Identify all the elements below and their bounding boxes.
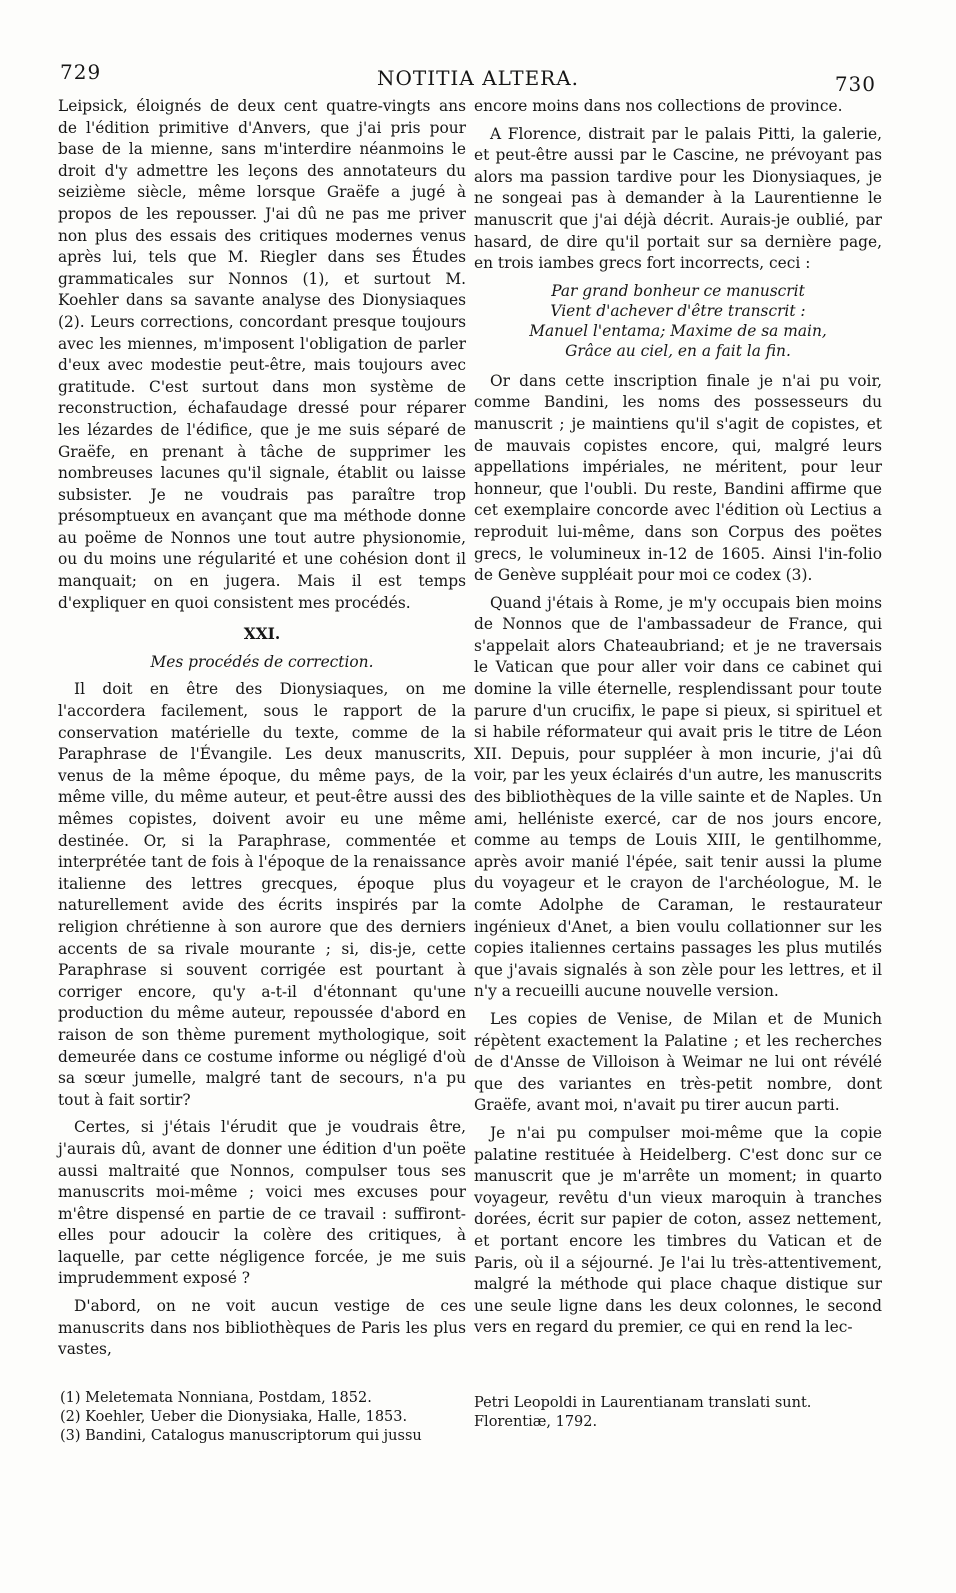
footnote: (2) Koehler, Ueber die Dionysiaka, Halle, 1853. [60,1409,408,1425]
left-column [58,96,466,1367]
page-number-left: 729 [60,60,102,84]
footnote: (1) Meletemata Nonniana, Postdam, 1852. [60,1390,372,1406]
paragraph: Je n'ai pu compulser moi-même que la copie palatine restituée à Heidelberg. C'est donc sur ce manuscrit que je m'arrête un moment; in quarto voyageur, revêtu d'un vieux maroquin à tranches dorées, écrit sur papier de coton, assez nettement, et portant encore les timbres du Vatican et de Paris, où il a séjourné. Je l'ai lu très-attentivement, malgré la méthode qui place chaque distique sur une seule ligne dans les deux colonnes, le second vers en regard du premier, ce qui en rend la lec- [474,1123,882,1337]
paragraph: Quand j'étais à Rome, je m'y occupais bien moins de Nonnos que de l'ambassadeur de France, qui s'appelait alors Chateaubriand; et je ne traversais le Vatican que pour aller voir dans ce cabinet qui domine la ville éternelle, resplendissant pour toute parure d'un crucifix, le pape si pieux, si spirituel et si habile réformateur qui avait pris le titre de Léon XII. Depuis, pour suppléer à mon incurie, j'ai dû voir, par les yeux éclairés d'un autre, les manuscrits des bibliothèques de la ville sainte et de Naples. Un ami, helléniste exercé, car de nos jours encore, comme au temps de Louis XIII, le gentilhomme, après avoir manié l'épée, sait tenir aussi la plume du voyageur et le crayon de l'archéologue, M. le comte Adolphe de Caraman, le restaurateur ingénieux d'Anet, a bien voulu collationner sur les copies italiennes certains passages les plus mutilés que j'avais signalés à son zèle pour les lettres, et il n'y a recueilli aucune nouvelle version. [474,593,882,1001]
verse-line: Par grand bonheur ce manuscrit [551,281,805,300]
paragraph: D'abord, on ne voit aucun vestige de ces manuscrits dans nos bibliothèques de Paris les plus vastes, [58,1297,466,1359]
paragraph: Certes, si j'étais l'érudit que je voudrais être, j'aurais dû, avant de donner une édition d'un poëte aussi maltraité que Nonnos, compulser tous ses manuscrits moi-même ; voici mes excuses pour m'être dispensé en partie de ce travail : suffiront-elles pour adoucir la colère des critiques, à laquelle, par cette négligence forcée, je me suis imprudemment exposé ? [58,1118,466,1288]
section-number: XXI. [243,625,281,644]
footnotes-right [474,1394,878,1432]
verse-block [474,281,882,361]
footnote-continuation: Petri Leopoldi in Laurentianam translati sunt. Florentiæ, 1792. [474,1395,812,1430]
right-column [474,96,882,1345]
verse-line: Grâce au ciel, en a fait la fin. [565,341,791,360]
paragraph: Leipsick, éloignés de deux cent quatre-vingts ans de l'édition primitive d'Anvers, que j'ai pris pour base de la mienne, sans m'interdire néanmoins le droit d'y admettre les leçons des annotateurs du seizième siècle, même lorsque Graëfe a jugé à propos de les repousser. J'ai dû ne pas me priver non plus des essais des critiques modernes venus après lui, tels que M. Riegler dans ses Études grammaticales sur Nonnos (1), et surtout M. Koehler dans sa savante analyse des Dionysiaques (2). Leurs corrections, concordant presque toujours avec les miennes, m'imposent l'obligation de parler d'eux avec modestie peut-être, mais toujours avec gratitude. C'est surtout dans mon système de reconstruction, échafaudage dressé pour réparer les lézardes de l'édifice, que je me suis séparé de Graëfe, en prenant à tâche de supprimer les nombreuses lacunes qu'il signale, établit ou laisse subsister. Je ne voudrais pas paraître trop présomptueux en avançant que ma méthode donne au poëme de Nonnos une tout autre physionomie, ou du moins une régularité et une cohésion dont il manquait; on en jugera. Mais il est temps d'expliquer en quoi consistent mes procédés. [58,97,466,612]
paragraph: Les copies de Venise, de Milan et de Munich répètent exactement la Palatine ; et les recherches de d'Ansse de Villoison à Weimar ne lui ont révélé que des variantes en très-petit nombre, dont Graëfe, avant moi, n'avait pu tirer aucun parti. [474,1009,882,1115]
page-number-right: 730 [834,72,876,96]
footnotes-left [60,1389,460,1446]
paragraph: Or dans cette inscription finale je n'ai pu voir, comme Bandini, les noms des possesseurs du manuscrit ; je maintiens qu'il s'agit de copistes, et de mauvais copistes encore, qui, malgré leurs appellations impériales, ne méritent, pour leur honneur, que l'oubli. Du reste, Bandini affirme que cet exemplaire concorde avec l'édition où Lectius a reproduit lui-même, dans son Corpus des poëtes grecs, le volumineux in-12 de 1605. Ainsi l'in-folio de Genève suppléait pour moi ce codex (3). [474,371,882,585]
paragraph: A Florence, distrait par le palais Pitti, la galerie, et peut-être aussi par le Cascine, ne prévoyant pas alors ma passion tardive pour les Dionysiaques, je ne songeai pas à demander à la Laurentienne le manuscrit que j'ai déjà décrit. Aurais-je oublié, par hasard, de dire qu'il portait sur sa dernière page, en trois iambes grecs fort incorrects, ceci : [474,124,882,273]
paragraph: encore moins dans nos collections de province. [474,97,843,115]
verse-line: Vient d'achever d'être transcrit : [550,301,806,320]
verse-line: Manuel l'entama; Maxime de sa main, [529,321,827,340]
running-title: NOTITIA ALTERA. [376,66,580,90]
paragraph: Il doit en être des Dionysiaques, on me l'accordera facilement, sous le rapport de la conservation matérielle du texte, comme de la Paraphrase de l'Évangile. Les deux manuscrits, venus de la même époque, du même pays, de la même ville, du même auteur, et peut-être aussi des mêmes copistes, doivent avoir eu une même destinée. Or, si la Paraphrase, commentée et interprétée tant de fois à l'époque de la renaissance italienne des lettres grecques, époque plus naturellement avide des écrits inspirés par la religion chrétienne à son aurore que des derniers accents de sa rivale mourante ; si, dis-je, cette Paraphrase si souvent corrigée est pourtant à corriger encore, qu'y a-t-il d'étonnant qu'une production du même auteur, repoussée d'abord en raison de son thème purement mythologique, soit demeurée dans ce costume informe ou négligé d'où sa sœur jumelle, malgré tant de secours, n'a pu tout à fait sortir? [58,680,466,1109]
footnote: (3) Bandini, Catalogus manuscriptorum qui jussu [60,1428,422,1444]
section-title: Mes procédés de correction. [150,652,374,671]
